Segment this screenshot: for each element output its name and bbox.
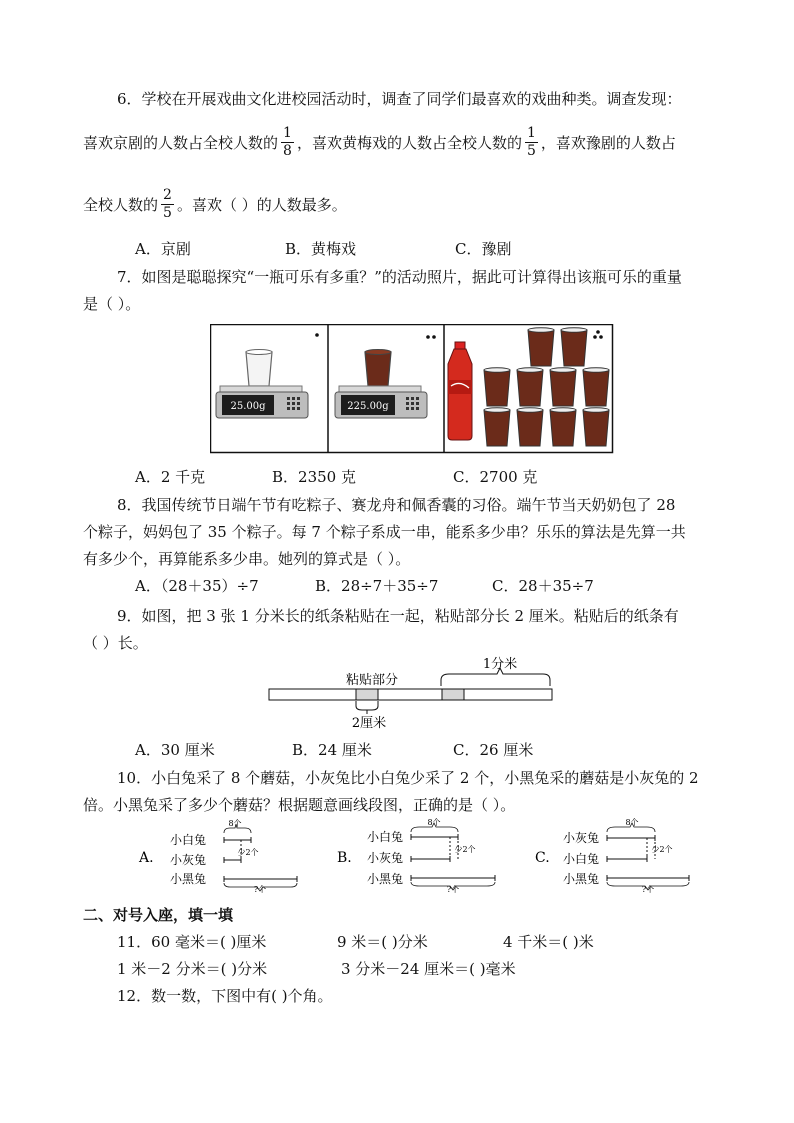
cola-cup-icon (528, 330, 554, 366)
paper-strip-diagram (265, 652, 557, 732)
fraction-denominator: 8 (283, 143, 292, 159)
label-question: ?个 (253, 885, 267, 894)
q11-item-c[interactable]: 4 千米＝( )米 (503, 933, 594, 951)
q6-text-b: ，喜欢黄梅戏的人数占全校人数的 (296, 134, 522, 152)
fraction-numerator: 1 (526, 125, 536, 141)
q6-text-d: 全校人数的 (83, 196, 159, 214)
q7-option-c[interactable]: C．2700 克 (453, 468, 538, 486)
option-a-label: A. (139, 850, 154, 866)
q10-line1: 10．小白兔采了 8 个蘑菇，小灰兔比小白兔少采了 2 个，小黑兔采的蘑菇是小灰兔的 2 (117, 769, 699, 787)
segment-diagram-options (135, 816, 695, 894)
q11-item-d[interactable]: 1 米－2 分米＝( )分米 (117, 960, 268, 978)
q7-option-b[interactable]: B．2350 克 (272, 468, 356, 486)
fraction-one-eighth (281, 125, 294, 160)
cola-cup-icon (484, 370, 510, 406)
q6-line3 (83, 187, 347, 222)
cola-cup-rim (550, 408, 576, 412)
label-less-2: 少2个 (454, 845, 476, 854)
label-black-rabbit: 小黑兔 (563, 872, 600, 886)
label-question: ?个 (641, 885, 655, 894)
label-gray-rabbit: 小灰兔 (170, 853, 207, 867)
cola-cup-icon (583, 410, 609, 446)
q6-line2 (83, 125, 676, 160)
q8-line3: 有多少个，再算能系多少串。她列的算式是（ ）。 (83, 550, 411, 568)
fraction-two-fifths (161, 187, 174, 222)
q8-option-a[interactable]: A．（28＋35）÷7 (135, 577, 259, 595)
option-b-label: B. (337, 850, 352, 866)
cola-cup-rim (484, 368, 510, 372)
q6-line1: 6．学校在开展戏曲文化进校园活动时，调查了同学们最喜欢的戏曲种类。调查发现： (117, 90, 682, 108)
segment-diagram-b[interactable] (337, 817, 495, 894)
panel-marker-dot (596, 330, 600, 334)
q6-option-c[interactable]: C．豫剧 (455, 240, 512, 258)
q9-option-a[interactable]: A．30 厘米 (135, 741, 215, 759)
label-1-decimeter: 1分米 (482, 657, 518, 672)
cola-cup-icon (517, 370, 543, 406)
scale-reading-1: 25.00g (230, 401, 266, 412)
label-less-2: 少2个 (237, 848, 259, 857)
q9-option-b[interactable]: B．24 厘米 (292, 741, 372, 759)
cola-bottle-icon (448, 342, 472, 440)
fraction-numerator: 2 (163, 187, 172, 203)
cola-cup-rim (517, 408, 543, 412)
fraction-numerator: 1 (283, 125, 292, 141)
q6-option-a[interactable]: A．京剧 (135, 240, 191, 258)
fraction-one-fifth (525, 125, 538, 160)
segment-diagram-a[interactable] (138, 818, 297, 894)
q8-option-c[interactable]: C．28＋35÷7 (492, 577, 594, 595)
cola-cup-icon (583, 370, 609, 406)
label-white-rabbit: 小白兔 (563, 852, 600, 866)
cola-cup-rim (561, 328, 587, 332)
cola-cup-rim (583, 408, 609, 412)
label-white-rabbit: 小白兔 (170, 833, 207, 847)
q7-line1: 7．如图是聪聪探究“一瓶可乐有多重？”的活动照片，据此可计算得出该瓶可乐的重量 (117, 268, 682, 286)
q9-line1: 9．如图，把 3 张 1 分米长的纸条粘贴在一起，粘贴部分长 2 厘米。粘贴后的纸条有 (117, 607, 679, 625)
fraction-denominator: 5 (526, 143, 536, 159)
panel-marker-dot (432, 335, 436, 339)
q6-text-a: 喜欢京剧的人数占全校人数的 (83, 134, 279, 152)
label-black-rabbit: 小黑兔 (170, 872, 207, 886)
cola-cup-icon (484, 410, 510, 446)
panel-marker-dot (599, 335, 603, 339)
panel-marker-dot (315, 333, 319, 337)
panel-marker-dot (426, 335, 430, 339)
label-black-rabbit: 小黑兔 (367, 872, 404, 886)
cola-cup-rim (528, 328, 554, 332)
label-less-2: 少2个 (651, 845, 673, 854)
label-2-cm: 2厘米 (351, 716, 387, 731)
q6-text-e: 。喜欢（ ）的人数最多。 (176, 196, 347, 214)
cola-cup-icon (561, 330, 587, 366)
q11-item-a[interactable]: 11．60 毫米＝( )厘米 (117, 933, 267, 951)
q9-line2: （ ）长。 (83, 634, 148, 652)
q6-option-b[interactable]: B．黄梅戏 (285, 240, 357, 258)
cola-cup-rim (484, 408, 510, 412)
segment-diagram-c[interactable] (535, 817, 689, 894)
q10-line2: 倍。小黑兔采了多少个蘑菇？根据题意画线段图，正确的是（ ）。 (83, 796, 516, 814)
q6-text-c: ，喜欢豫剧的人数占 (540, 134, 676, 152)
q11-item-b[interactable]: 9 米＝( )分米 (337, 933, 428, 951)
label-question: ?个 (446, 885, 460, 894)
fraction-denominator: 5 (163, 205, 172, 221)
label-8: 8个 (228, 819, 242, 828)
cola-cup-icon (550, 410, 576, 446)
cola-cup-rim (583, 368, 609, 372)
cola-cup-rim (550, 368, 576, 372)
pasted-part-2 (442, 689, 464, 700)
q7-option-a[interactable]: A．2 千克 (135, 468, 206, 486)
q8-line1: 8．我国传统节日端午节有吃粽子、赛龙舟和佩香囊的习俗。端午节当天奶奶包了 28 (117, 496, 676, 514)
label-gray-rabbit: 小灰兔 (563, 831, 600, 845)
label-gray-rabbit: 小灰兔 (367, 851, 404, 865)
cola-photo-figure (210, 324, 614, 454)
label-8: 8个 (625, 818, 639, 827)
cola-cup-icon (550, 370, 576, 406)
q12-line1[interactable]: 12．数一数，下图中有( )个角。 (117, 987, 333, 1005)
section-2-title: 二、对号入座，填一填 (83, 906, 234, 924)
q8-option-b[interactable]: B．28÷7＋35÷7 (315, 577, 439, 595)
q11-item-e[interactable]: 3 分米－24 厘米＝( )毫米 (341, 960, 516, 978)
cola-cup-icon (517, 410, 543, 446)
q9-option-c[interactable]: C．26 厘米 (453, 741, 534, 759)
scale-reading-2: 225.00g (347, 401, 389, 412)
label-pasted-part: 粘贴部分 (345, 673, 399, 688)
cola-cup-rim (517, 368, 543, 372)
q7-line2: 是（ ）。 (83, 295, 141, 313)
panel-marker-dot (593, 335, 597, 339)
label-8: 8个 (427, 818, 441, 827)
q8-line2: 个粽子，妈妈包了 35 个粽子。每 7 个粽子系成一串，能系多少串？乐乐的算法是先算一共 (83, 523, 686, 541)
option-c-label: C. (535, 850, 550, 866)
label-white-rabbit: 小白兔 (367, 830, 404, 844)
pasted-part-1 (356, 689, 378, 700)
